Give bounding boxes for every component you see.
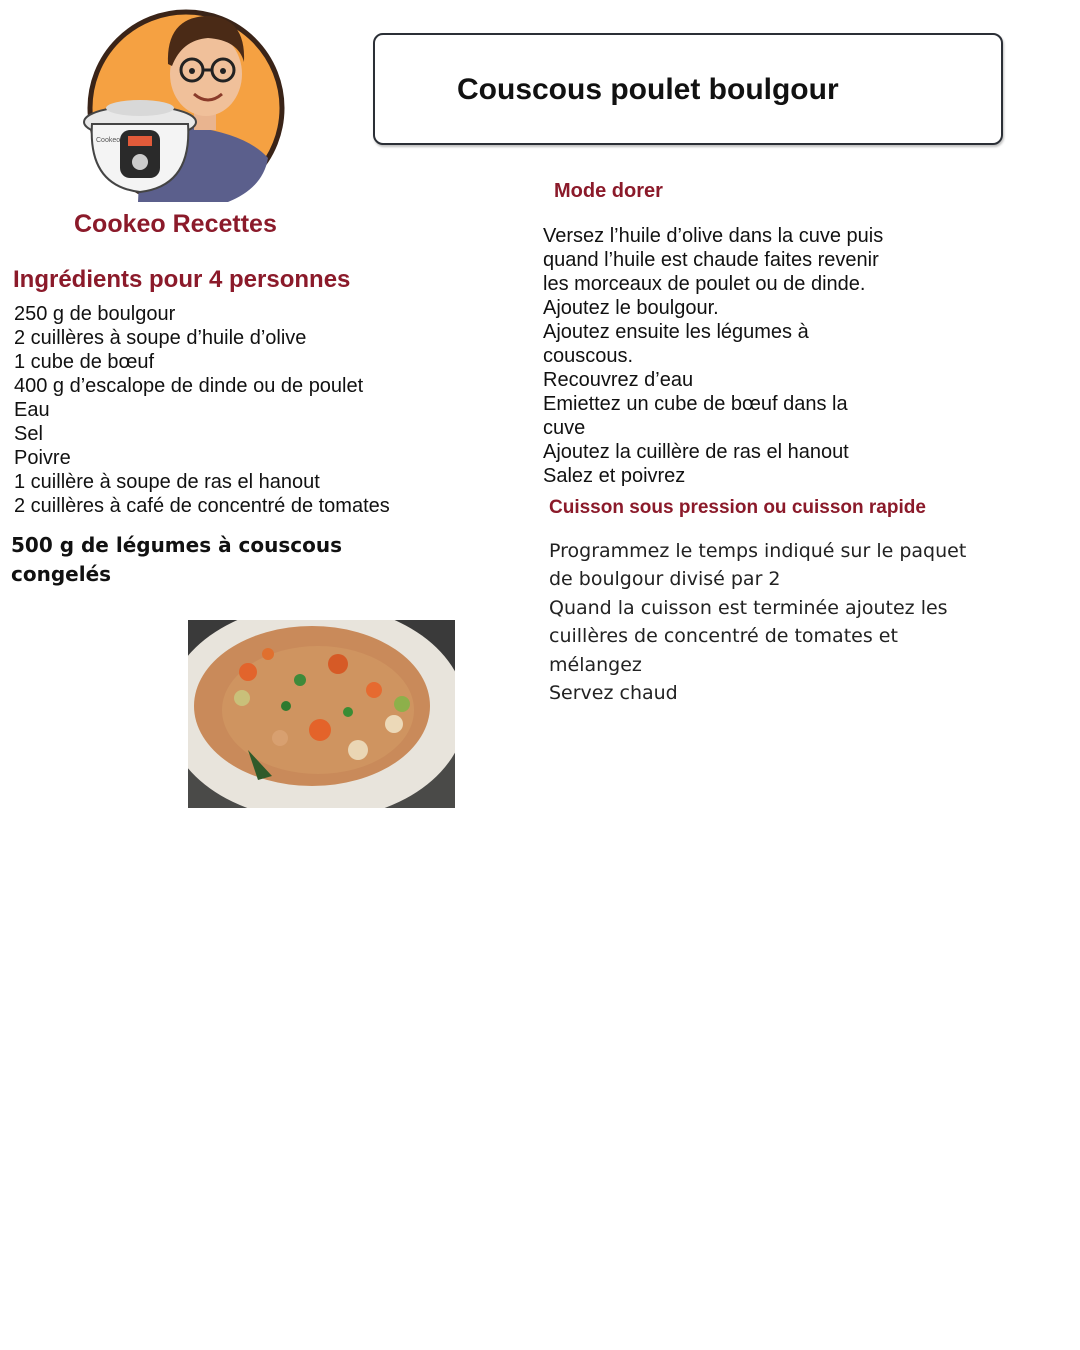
ingredient-item: 1 cube de bœuf (14, 351, 155, 373)
step-line: Servez chaud (549, 682, 678, 705)
ingredients-heading: Ingrédients pour 4 personnes (13, 266, 351, 293)
step-line: quand l’huile est chaude faites revenir (543, 249, 879, 271)
mode-dorer-heading: Mode dorer (554, 180, 663, 202)
recipe-title: Couscous poulet boulgour (457, 73, 839, 106)
step-line: couscous. (543, 345, 634, 367)
step-line: les morceaux de poulet ou de dinde. (543, 273, 866, 295)
step-line: Programmez le temps indiqué sur le paquet (549, 540, 967, 562)
logo-appliance-text: Cookeo (96, 137, 121, 144)
ingredient-item: 400 g d’escalope de dinde ou de poulet (14, 375, 364, 397)
step-line: Ajoutez ensuite les légumes à (543, 321, 809, 343)
step-line: Quand la cuisson est terminée ajoutez les (549, 596, 948, 619)
step-line: Versez l’huile d’olive dans la cuve puis (543, 225, 884, 247)
title-box (373, 33, 1003, 145)
step-line: Ajoutez le boulgour. (543, 297, 719, 319)
ingredient-item: 1 cuillère à soupe de ras el hanout (14, 471, 320, 493)
ingredient-item: Eau (14, 399, 50, 421)
ingredients-list (14, 302, 390, 518)
step-line: de boulgour divisé par 2 (549, 568, 781, 591)
ingredient-item: 250 g de boulgour (14, 303, 176, 325)
brand-name: Cookeo Recettes (74, 210, 277, 238)
cuisson-heading: Cuisson sous pression ou cuisson rapide (549, 497, 926, 518)
mode-dorer-steps (543, 224, 943, 488)
ingredient-item: 2 cuillères à café de concentré de tomates (14, 495, 390, 517)
step-line: cuillères de concentré de tomates et (549, 625, 898, 648)
ingredient-extra: 500 g de légumes à couscous congelés (11, 533, 343, 586)
cuisson-steps (549, 537, 979, 707)
step-line: Recouvrez d’eau (543, 369, 694, 391)
step-line: cuve (543, 417, 586, 439)
couscous-dish-photo (188, 620, 455, 808)
step-line: Ajoutez la cuillère de ras el hanout (543, 441, 849, 463)
step-line: Emiettez un cube de bœuf dans la (543, 393, 848, 415)
step-line: mélangez (549, 653, 642, 676)
step-line: Salez et poivrez (543, 465, 686, 487)
ingredient-item: Sel (14, 423, 43, 445)
chef-with-cookeo-icon (78, 8, 292, 202)
ingredient-item: Poivre (14, 447, 71, 469)
ingredient-item: 2 cuillères à soupe d’huile d’olive (14, 327, 307, 349)
